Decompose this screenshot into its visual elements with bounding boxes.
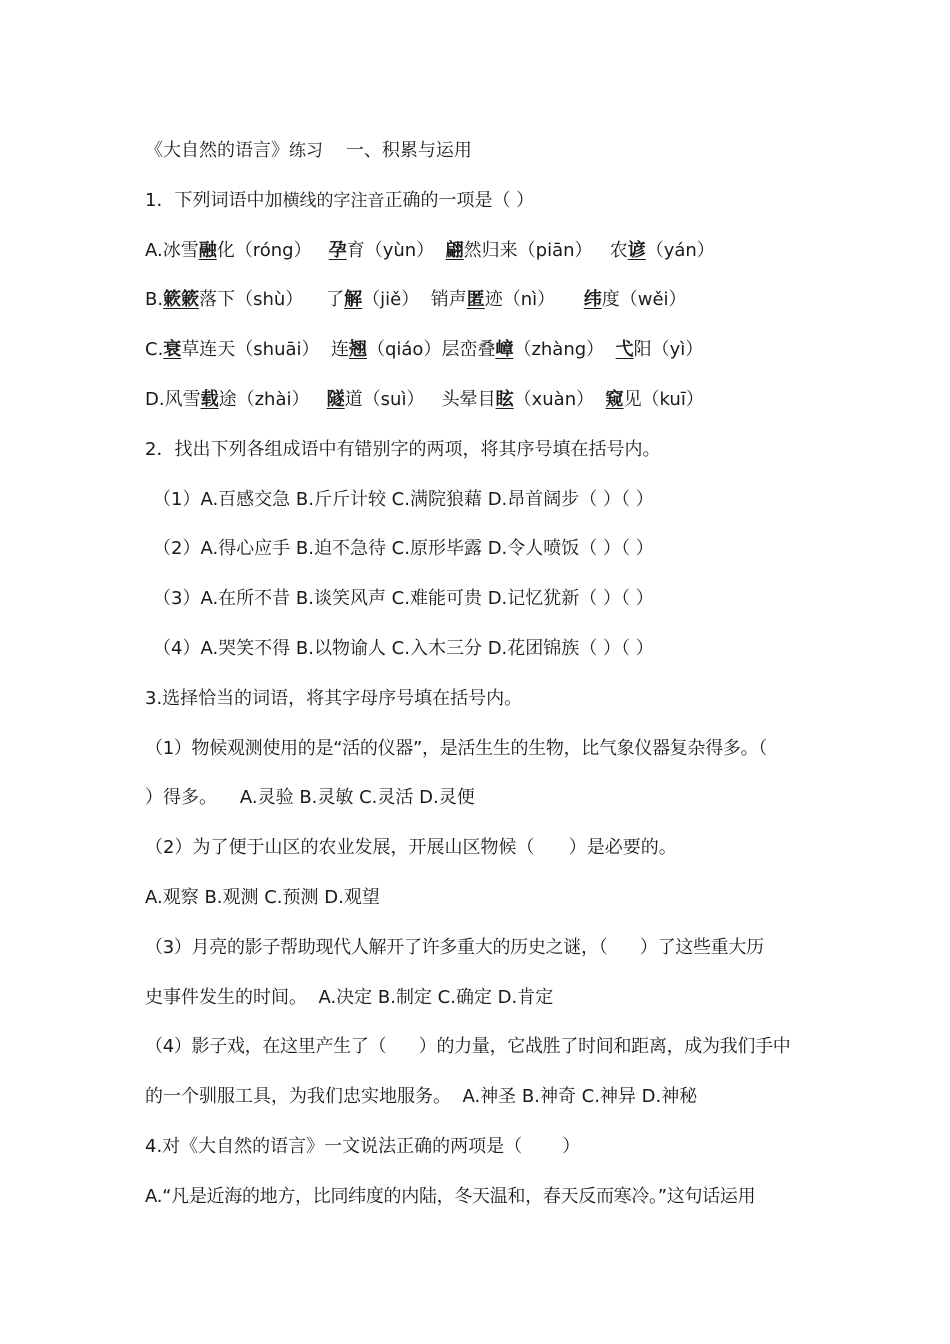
option-text: B. xyxy=(145,289,164,311)
q1-option-c xyxy=(145,325,810,375)
q4-option-a: A.“凡是近海的地方，比同纬度的内陆，冬天温和，春天反而寒冷。”这句话运用 xyxy=(145,1185,756,1207)
option-text: 道（suì） 头晕目 xyxy=(344,388,496,410)
title-main: 《大自然的语言》 xyxy=(145,140,289,161)
document-page xyxy=(145,126,810,1222)
underlined-char: 簌簌 xyxy=(163,289,200,311)
option-text: 落下（shù） 了 xyxy=(199,289,345,311)
underlined-char: 翘 xyxy=(348,339,367,361)
underlined-char: 嶂 xyxy=(495,339,514,361)
q1-option-d xyxy=(145,375,810,425)
q3-line: 史事件发生的时间。 A.决定 B.制定 C.确定 D.肯定 xyxy=(145,986,554,1008)
option-text: 度（wěi） xyxy=(601,289,687,311)
option-text: 见（kuī） xyxy=(623,388,704,410)
option-text: 途（zhài） xyxy=(218,388,327,410)
title-sub: 练习 xyxy=(289,141,323,161)
document-title xyxy=(145,126,810,176)
q4-stem: 4.对《大自然的语言》一文说法正确的两项是（ ） xyxy=(145,1135,581,1157)
q2-item: （2）A.得心应手 B.迫不急待 C.原形毕露 D.令人喷饭（ ）（ ） xyxy=(153,538,654,560)
q3-line: （2）为了便于山区的农业发展，开展山区物候（ ）是必要的。 xyxy=(145,837,677,859)
option-text: D.风雪 xyxy=(145,388,201,410)
underlined-char: 匿 xyxy=(466,289,485,311)
underlined-char: 载 xyxy=(200,388,219,410)
option-text: 迹（nì） xyxy=(484,289,584,311)
q2-item: （3）A.在所不昔 B.谈笑风声 C.难能可贵 D.记忆犹新（ ）（ ） xyxy=(153,588,654,610)
option-text: （jiě） 销声 xyxy=(362,289,467,311)
q1-option-a xyxy=(145,226,810,276)
option-text: 阳（yì） xyxy=(633,339,704,361)
underlined-char: 衰 xyxy=(163,339,182,361)
q2-item: （1）A.百感交急 B.斤斤计较 C.满院狼藉 D.昂首阔步（ ）（ ） xyxy=(153,488,654,510)
option-text: 然归来（piān） 农 xyxy=(463,239,628,261)
underlined-char: 眩 xyxy=(495,388,514,410)
option-text: （yán） xyxy=(645,239,715,261)
q1-stem xyxy=(145,176,810,226)
q1-stem-part: 横线的字注音 xyxy=(282,190,385,211)
q2-item: （4）A.哭笑不得 B.以物谕人 C.入木三分 D.花团锦族（ ）（ ） xyxy=(153,637,654,659)
q1-stem-part: 正确的一项是（ ） xyxy=(384,189,535,211)
section-heading: 一、积累与运用 xyxy=(345,140,472,161)
q3-line: 的一个驯服工具，为我们忠实地服务。 A.神圣 B.神奇 C.神异 D.神秘 xyxy=(145,1086,698,1108)
q1-option-b xyxy=(145,275,810,325)
option-text: （zhàng） xyxy=(513,339,616,361)
q3-line: （3）月亮的影子帮助现代人解开了许多重大的历史之谜，（ ）了这些重大历 xyxy=(145,936,764,958)
underlined-char: 解 xyxy=(344,289,363,311)
q2-stem: 2．找出下列各组成语中有错别字的两项，将其序号填在括号内。 xyxy=(145,438,661,460)
option-text: 草连天（shuāi） 连 xyxy=(181,339,349,361)
q3-line: ）得多。 A.灵验 B.灵敏 C.灵活 D.灵便 xyxy=(145,787,475,809)
option-text: （xuàn） xyxy=(513,388,606,410)
underlined-char: 窥 xyxy=(605,388,624,410)
q3-stem: 3.选择恰当的词语，将其字母序号填在括号内。 xyxy=(145,687,523,709)
q3-line: （1）物候观测使用的是“活的仪器”，是活生生的生物，比气象仪器复杂得多。（ xyxy=(145,737,767,759)
underlined-char: 融 xyxy=(198,239,217,261)
q3-line: A.观察 B.观测 C.预测 D.观望 xyxy=(145,886,380,908)
underlined-char: 孕 xyxy=(328,239,347,261)
option-text: A.冰雪 xyxy=(145,239,199,261)
underlined-char: 纬 xyxy=(583,289,602,311)
underlined-char: 翩 xyxy=(445,239,464,261)
underlined-char: 隧 xyxy=(326,388,345,410)
option-text: 育（yùn） xyxy=(346,239,446,261)
option-text: C. xyxy=(145,339,164,361)
q3-line: （4）影子戏，在这里产生了（ ）的力量，它战胜了时间和距离，成为我们手中 xyxy=(145,1036,791,1058)
q1-stem-part: 1．下列词语中加 xyxy=(145,189,283,211)
underlined-char: 弋 xyxy=(615,339,634,361)
underlined-char: 谚 xyxy=(627,239,646,261)
option-text: 化（róng） xyxy=(216,239,329,261)
option-text: （qiáo）层峦叠 xyxy=(366,339,496,361)
